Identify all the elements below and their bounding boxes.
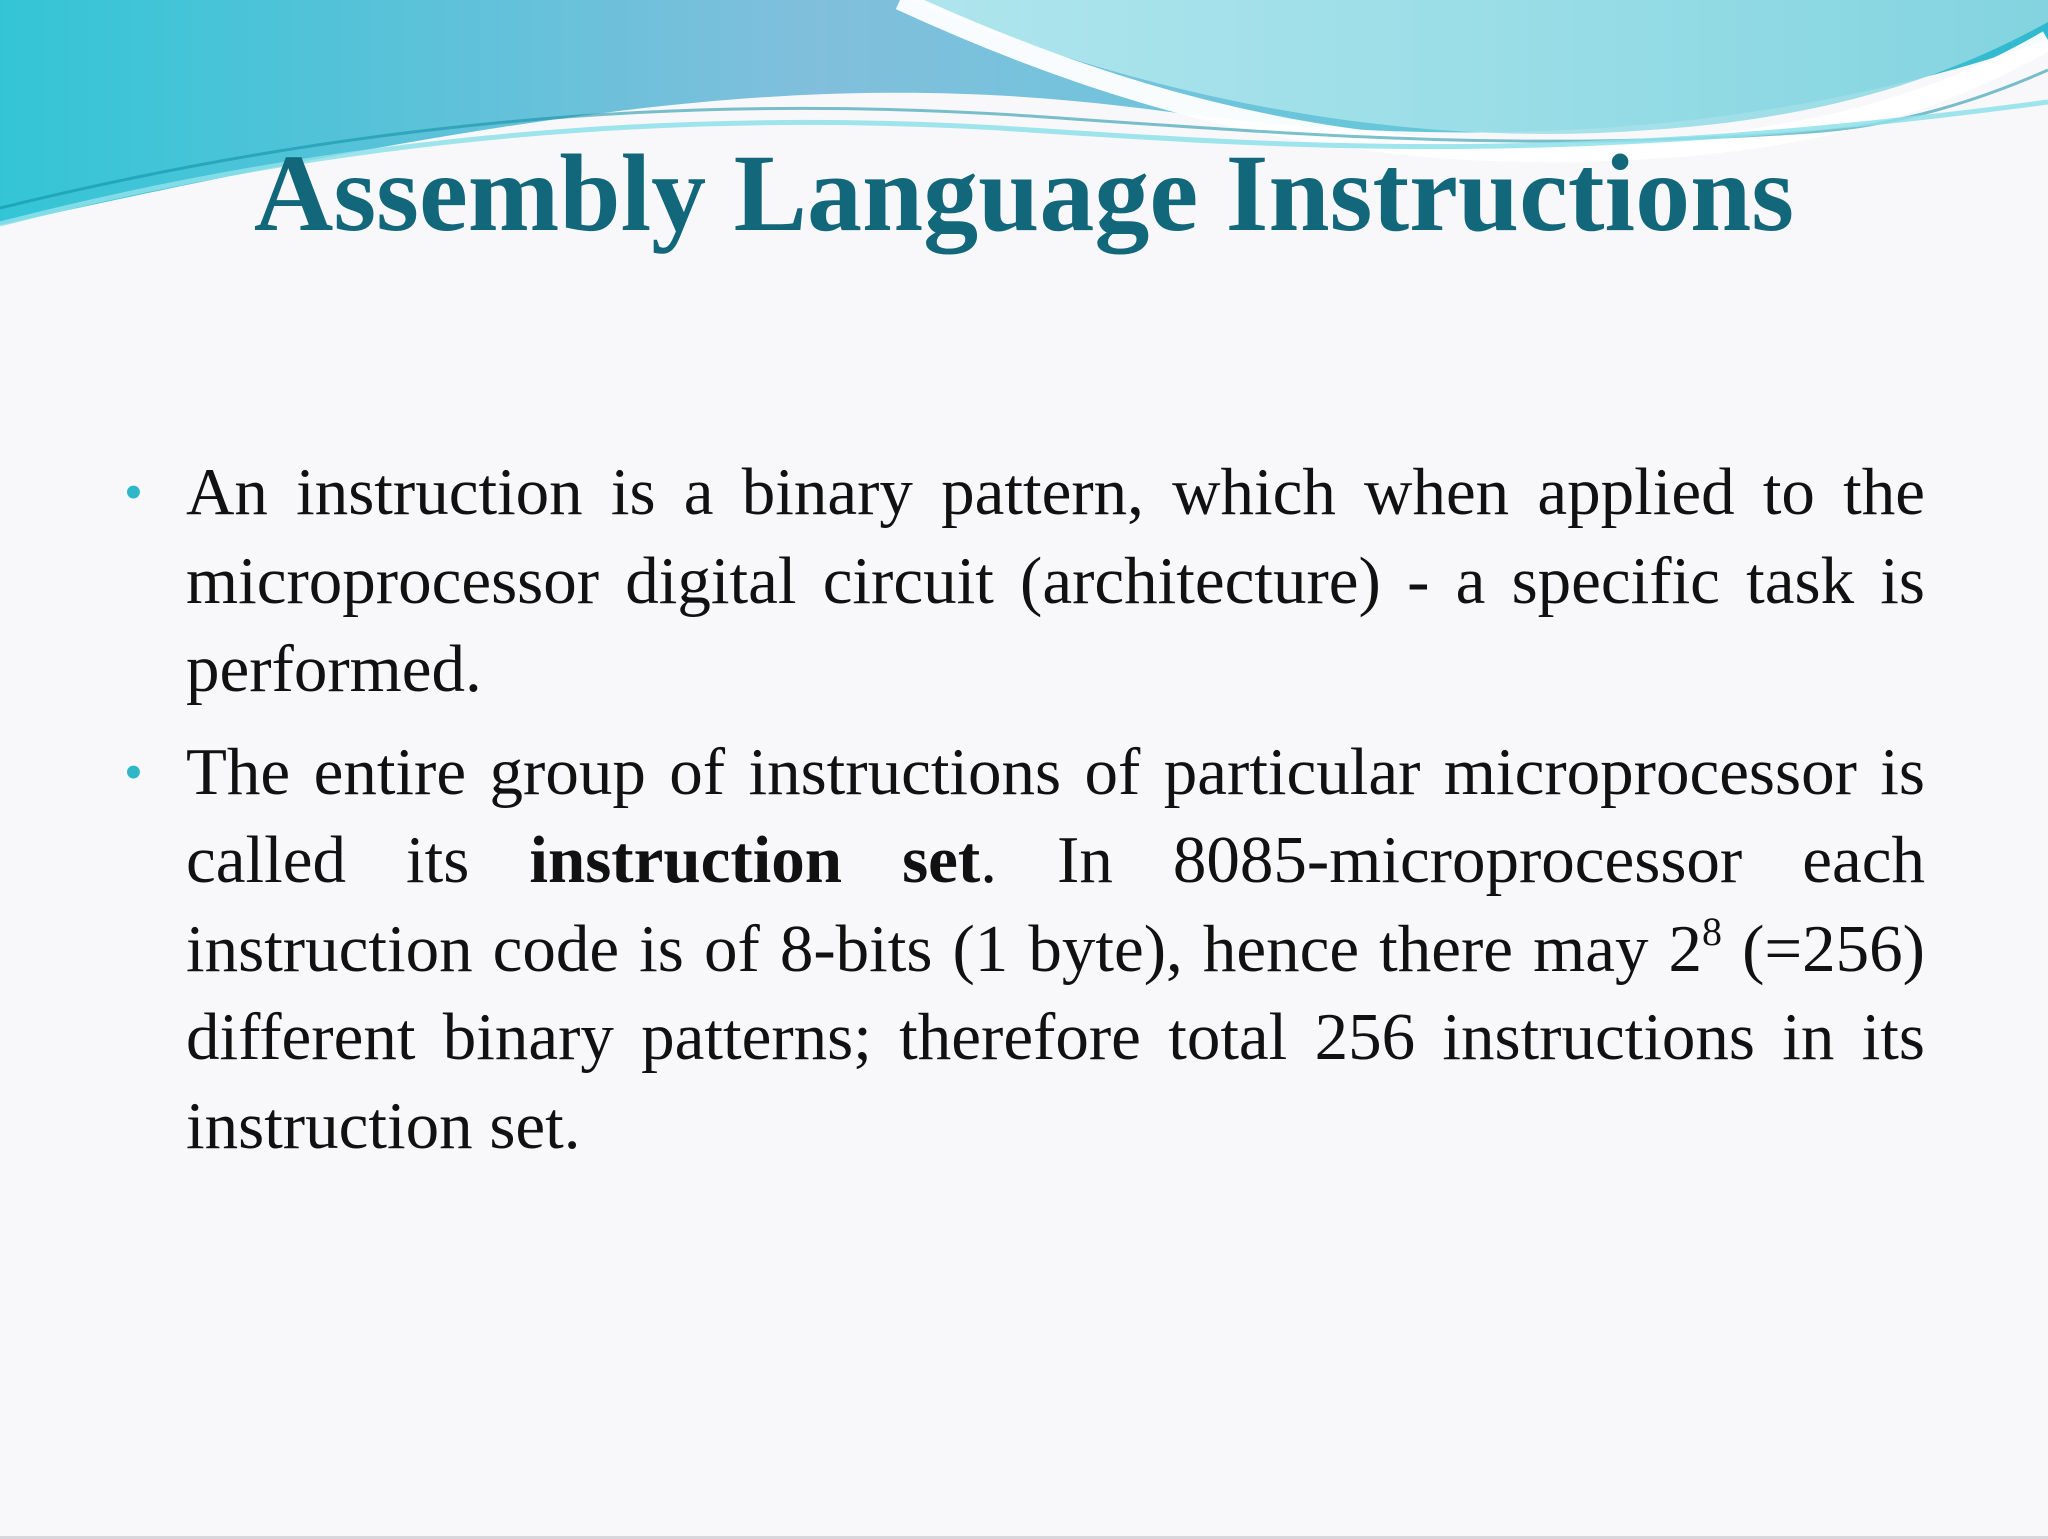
bullet-item-instruction-set	[120, 728, 1925, 1171]
bold-term-instruction-set: instruction set	[529, 823, 981, 897]
bullet-text-part-1: The entire group of instructions of particular microprocessor is called its	[186, 734, 1925, 897]
bullet-text-part-3: (=256) different binary patterns; therefore total 256 instructions in its instruction set.	[186, 911, 1925, 1163]
power-exponent: 8	[1702, 908, 1723, 954]
bullet-text: An instruction is a binary pattern, which when applied to the microprocessor digital circuit (architecture) - a specific task is performed.	[186, 455, 1925, 706]
bullet-icon: •	[124, 741, 143, 802]
slide-title: Assembly Language Instructions	[253, 132, 1795, 254]
bullet-list	[120, 448, 1925, 1184]
bullet-icon: •	[124, 462, 143, 522]
bullet-text-part-2: . In 8085-microprocessor each instruction code is of 8-bits (1 byte), hence there may 2	[186, 823, 1926, 986]
bullet-item-instruction-definition	[120, 448, 1925, 714]
